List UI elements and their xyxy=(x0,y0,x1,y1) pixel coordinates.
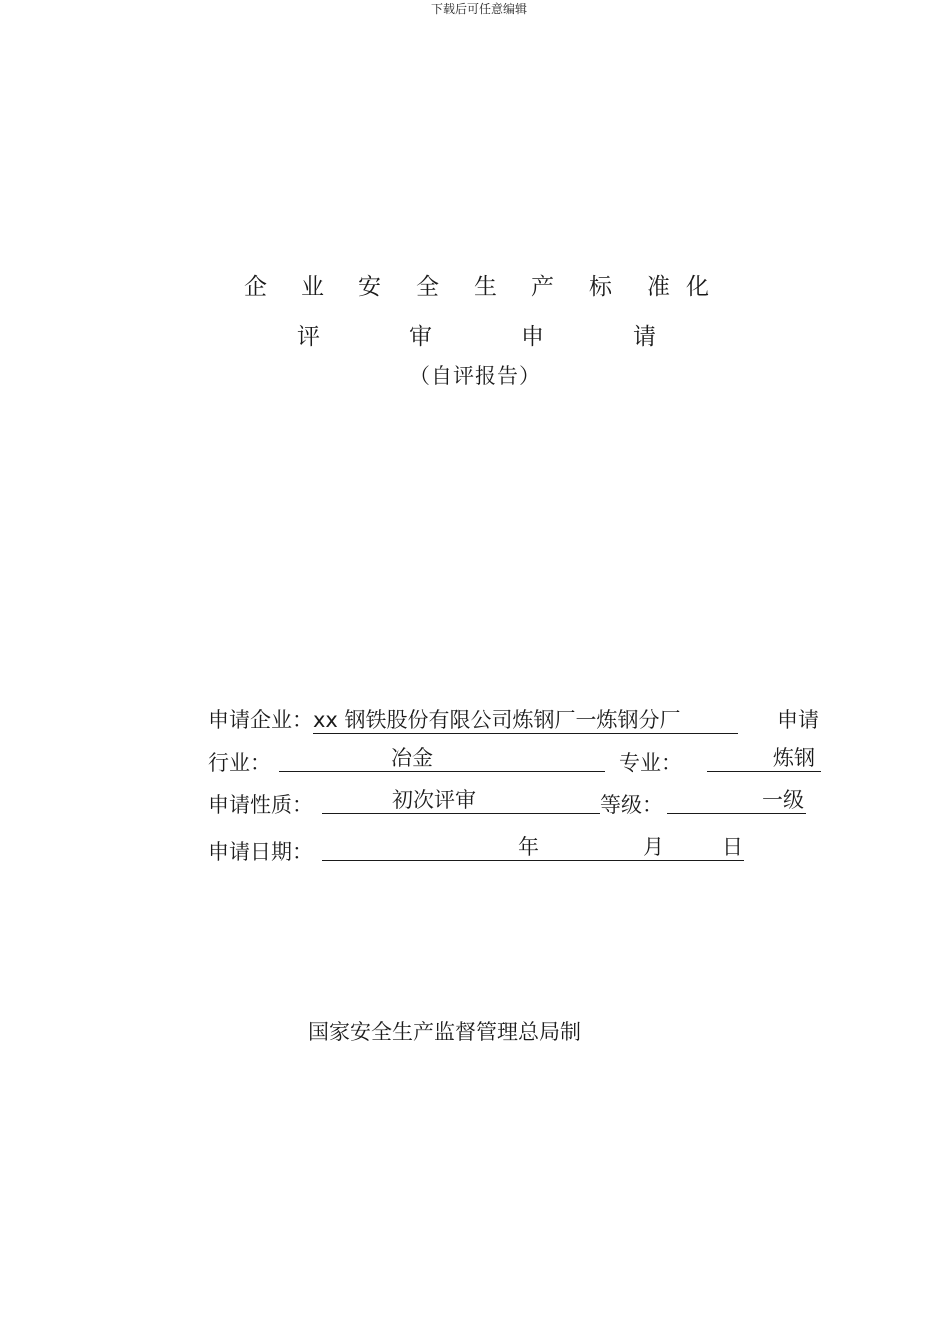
enterprise-label: 申请企业： xyxy=(208,708,313,732)
title-char: 申 xyxy=(521,324,544,350)
grade-field xyxy=(667,789,806,814)
date-day: 日 xyxy=(722,835,743,859)
title-char: 企 xyxy=(244,274,267,300)
enterprise-value: xx 钢铁股份有限公司炼钢厂一炼钢分厂 xyxy=(313,708,681,732)
enterprise-field xyxy=(313,709,738,734)
title-char: 标 xyxy=(589,274,612,300)
title-char: 评 xyxy=(297,324,320,350)
apply-wrap-text: 申请 xyxy=(777,708,819,732)
issuer-footer: 国家安全生产监督管理总局制 xyxy=(308,1020,581,1044)
nature-field xyxy=(322,789,600,814)
title-char: 业 xyxy=(301,274,324,300)
industry-value: 冶金 xyxy=(391,746,433,770)
title-char: 安 xyxy=(358,274,381,300)
nature-label: 申请性质： xyxy=(208,793,313,817)
report-subtitle: （自评报告） xyxy=(409,364,541,388)
title-char: 准 xyxy=(647,274,670,300)
header-note: 下载后可任意编辑 xyxy=(430,2,527,16)
specialty-label: 专业： xyxy=(619,751,682,775)
title-char: 产 xyxy=(531,274,554,300)
grade-label: 等级： xyxy=(600,793,663,817)
enterprise-row xyxy=(208,704,738,734)
date-label: 申请日期： xyxy=(208,840,313,864)
industry-field xyxy=(279,747,605,772)
nature-value: 初次评审 xyxy=(392,788,476,812)
grade-value: 一级 xyxy=(762,788,804,812)
specialty-value: 炼钢 xyxy=(773,746,815,770)
specialty-field xyxy=(707,747,821,772)
date-field xyxy=(322,836,744,861)
title-char: 化 xyxy=(686,274,709,300)
title-char: 审 xyxy=(409,324,432,350)
date-month: 月 xyxy=(643,835,664,859)
title-char: 全 xyxy=(416,274,439,300)
date-year: 年 xyxy=(518,835,539,859)
title-char: 请 xyxy=(633,324,656,350)
title-char: 生 xyxy=(474,274,497,300)
industry-label: 行业： xyxy=(208,751,271,775)
